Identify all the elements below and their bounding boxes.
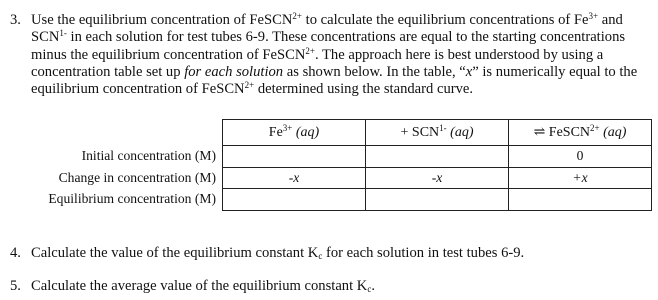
row-label: Equilibrium concentration (M) xyxy=(48,191,216,207)
text-run: minus the equilibrium concentration of FeSCN xyxy=(31,46,306,63)
text-run: in each solution for test tubes 6-9. These concentrations are equal to the starting concentrations xyxy=(66,29,626,46)
charge-superscript: 3+ xyxy=(282,122,293,133)
question-4-number: 4. xyxy=(10,245,21,261)
text-run: determined using the standard curve. xyxy=(254,81,474,98)
table-row-equilibrium xyxy=(38,189,652,211)
question-4 xyxy=(10,245,524,262)
species-text: Fe xyxy=(268,124,283,140)
text-run: to calculate the equilibrium concentrations of Fe xyxy=(302,12,589,28)
variable-x: x xyxy=(465,63,473,80)
subscript: c xyxy=(367,284,372,294)
text-run: concentration table set up xyxy=(31,63,185,80)
text-run: for each solution in test tubes 6-9. xyxy=(322,245,525,261)
table-cell xyxy=(509,189,652,211)
concentration-table xyxy=(38,119,652,211)
text-run: Use the equilibrium concentration of FeSCN xyxy=(31,12,293,28)
header-blank-cell xyxy=(38,120,223,146)
row-label: Change in concentration (M) xyxy=(58,169,216,185)
table-cell xyxy=(509,167,652,189)
table-cell xyxy=(366,189,509,211)
species-text: ⇌ FeSCN xyxy=(533,125,591,140)
state-label: (aq) xyxy=(603,125,627,140)
table-row-initial xyxy=(38,146,652,168)
question-3-line-2 xyxy=(31,29,637,46)
table-cell xyxy=(366,146,509,168)
italic-text-run: for each solution xyxy=(184,63,284,80)
subscript: c xyxy=(318,251,323,261)
text-run: Calculate the value of the equilibrium constant K xyxy=(31,245,319,261)
question-3-number: 3. xyxy=(10,12,21,28)
charge-superscript: 1- xyxy=(59,28,67,39)
text-run: equilibrium concentration of FeSCN xyxy=(31,81,245,98)
charge-superscript: 3+ xyxy=(588,11,599,21)
charge-superscript: 2+ xyxy=(292,11,302,21)
table-cell xyxy=(223,146,366,168)
question-3-line-5 xyxy=(31,81,637,98)
charge-superscript: 2+ xyxy=(305,45,315,56)
change-value: -x xyxy=(288,169,300,185)
species-text: + SCN xyxy=(400,124,440,140)
state-label: (aq) xyxy=(295,124,320,140)
text-run: . The approach here is best understood by using a xyxy=(314,46,604,63)
text-run: ” is numerically equal to the xyxy=(472,63,638,80)
question-3-line-4 xyxy=(31,64,637,81)
table-header-row xyxy=(38,120,652,146)
charge-superscript: 2+ xyxy=(590,123,600,133)
change-value: +x xyxy=(572,169,588,185)
table-row-change xyxy=(38,167,652,189)
state-label: (aq) xyxy=(450,124,474,140)
question-3-line-1 xyxy=(31,12,637,29)
question-5-number: 5. xyxy=(10,278,21,294)
text-run: and xyxy=(598,12,623,28)
row-label: Initial concentration (M) xyxy=(81,148,216,164)
table-cell xyxy=(366,167,509,189)
text-run: SCN xyxy=(31,29,60,46)
question-3-line-3 xyxy=(31,47,637,64)
table-cell: 0 xyxy=(509,146,652,168)
header-scn-cell xyxy=(366,120,509,146)
header-fe3-cell xyxy=(223,120,366,146)
header-fescn-cell xyxy=(509,120,652,146)
question-5 xyxy=(10,278,375,295)
table-cell xyxy=(223,167,366,189)
question-3-body xyxy=(31,12,637,98)
charge-superscript: 2+ xyxy=(244,80,255,91)
change-value: -x xyxy=(431,169,443,185)
text-run: . xyxy=(371,278,375,294)
text-run: Calculate the average value of the equilibrium constant K xyxy=(31,278,368,294)
table-cell xyxy=(223,189,366,211)
text-run: as shown below. In the table, “ xyxy=(283,63,466,80)
charge-superscript: 1- xyxy=(439,122,447,133)
